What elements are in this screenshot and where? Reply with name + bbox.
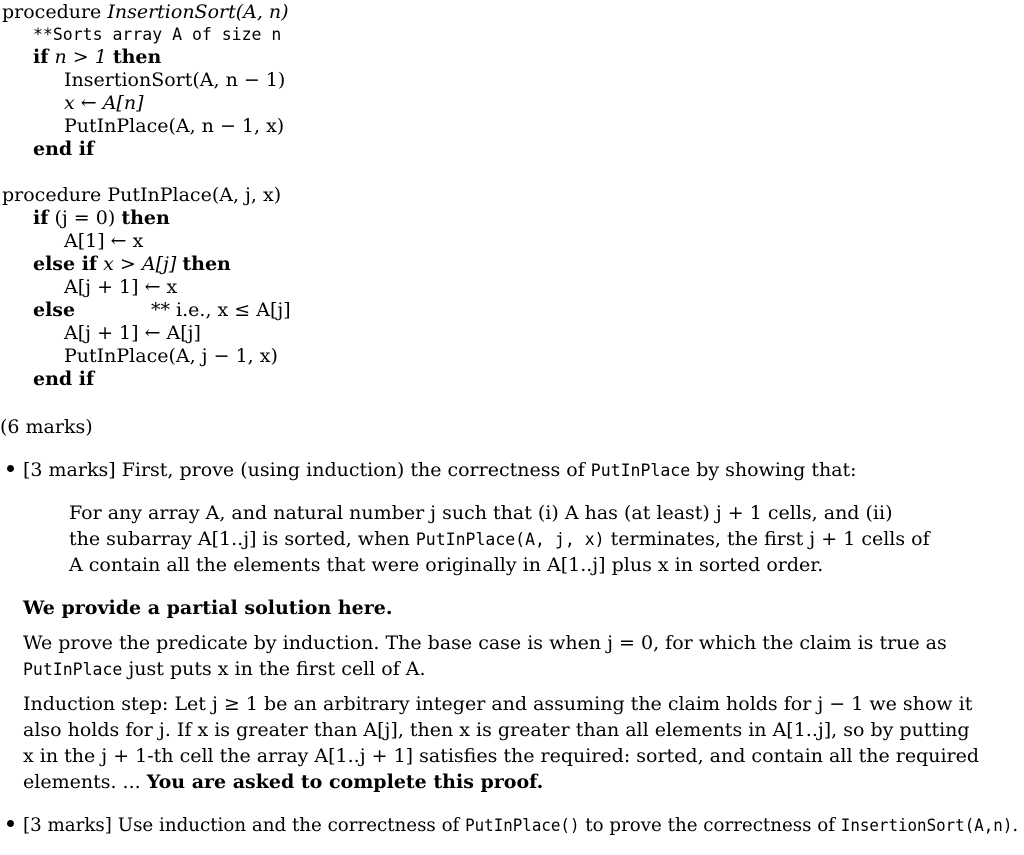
induction-step-text: elements. ...: [23, 771, 141, 793]
put-in-place-else-keyword: else: [33, 299, 76, 321]
part2-text-mid: to prove the correctness of: [585, 814, 835, 836]
claim-line-1: For any array A, and natural number j such that (i) A has (at least) j + 1 cells, and (ii): [69, 502, 893, 524]
procedure-signature: PutInPlace(A, j, x): [107, 184, 282, 206]
part2-text: Use induction and the correctness of: [117, 814, 460, 836]
part1-marks: [3 marks]: [23, 459, 116, 481]
induction-step-line-2: also holds for j. If x is greater than A[j], then x is greater than all elements in A[1..j], so by putting: [23, 719, 970, 741]
then-keyword: then: [112, 46, 162, 68]
procedure-keyword: procedure: [2, 1, 102, 23]
claim-line-3: A contain all the elements that were originally in A[1..j] plus x in sorted order.: [69, 554, 824, 576]
put-in-place-end-if: end if: [33, 368, 95, 390]
base-case-line-2: [23, 660, 426, 679]
if-keyword: if: [33, 207, 49, 229]
insertion-sort-stmt-putinplace: PutInPlace(A, n − 1, x): [64, 115, 285, 137]
put-in-place-if-line: [33, 209, 170, 228]
claim-code: PutInPlace(A, j, x): [415, 530, 605, 549]
put-in-place-else-comment: ** i.e., x ≤ A[j]: [151, 299, 291, 321]
put-in-place-elseif-line: [33, 255, 231, 274]
claim-text-end: terminates, the first j + 1 cells of: [610, 528, 930, 550]
claim-text: the subarray A[1..j] is sorted, when: [69, 528, 410, 550]
part2-period: .: [1012, 814, 1019, 836]
part2-code-putinplace: PutInPlace(): [465, 816, 580, 835]
put-in-place-header: [2, 186, 281, 205]
insertion-sort-if-line: [33, 48, 161, 67]
insertion-sort-end-if: end if: [33, 138, 95, 160]
if-condition: (j = 0): [54, 207, 116, 229]
part2-prompt: [23, 816, 1018, 835]
part1-code: PutInPlace: [590, 461, 691, 480]
procedure-keyword: procedure: [2, 184, 102, 206]
base-case-line-1: We prove the predicate by induction. The base case is when j = 0, for which the claim is true as: [23, 632, 947, 654]
insertion-sort-comment: **Sorts array A of size n: [33, 25, 282, 44]
induction-step-line-4: [23, 773, 543, 792]
if-condition: n > 1: [54, 46, 107, 68]
put-in-place-stmt-insert: A[j + 1] ← x: [64, 276, 178, 298]
else-if-condition: x > A[j]: [103, 253, 177, 275]
then-keyword: then: [121, 207, 170, 229]
question-marks: (6 marks): [0, 416, 93, 438]
put-in-place-stmt-shift: A[j + 1] ← A[j]: [64, 322, 201, 344]
insertion-sort-stmt-recursive-call: InsertionSort(A, n − 1): [64, 69, 286, 91]
part1-prompt: [23, 461, 857, 480]
part1-text: First, prove (using induction) the correctness of: [121, 459, 585, 481]
if-keyword: if: [33, 46, 49, 68]
insertion-sort-stmt-assign: x ← A[n]: [64, 92, 144, 114]
bullet-point: [7, 820, 14, 827]
part2-code-insertionsort: InsertionSort(A,n): [840, 816, 1013, 835]
base-case-text: just puts x in the first cell of A.: [128, 658, 426, 680]
partial-solution-heading: We provide a partial solution here.: [23, 597, 393, 619]
claim-line-2: [69, 530, 930, 549]
put-in-place-stmt-recursive-call: PutInPlace(A, j − 1, x): [64, 345, 278, 367]
part1-text-end: by showing that:: [696, 459, 857, 481]
complete-proof-instruction: You are asked to complete this proof.: [146, 771, 544, 793]
base-case-code: PutInPlace: [23, 660, 123, 679]
procedure-signature: InsertionSort(A, n): [107, 1, 289, 23]
put-in-place-stmt-base: A[1] ← x: [64, 230, 144, 252]
bullet-point: [7, 465, 14, 472]
induction-step-line-1: Induction step: Let j ≥ 1 be an arbitrary integer and assuming the claim holds for j − 1 we show it: [23, 693, 973, 715]
insertion-sort-header: [2, 3, 289, 22]
then-keyword: then: [182, 253, 231, 275]
part2-marks: [3 marks]: [23, 814, 112, 836]
induction-step-line-3: x in the j + 1-th cell the array A[1..j + 1] satisfies the required: sorted, and contain all the required: [23, 745, 980, 767]
else-if-keyword: else if: [33, 253, 98, 275]
